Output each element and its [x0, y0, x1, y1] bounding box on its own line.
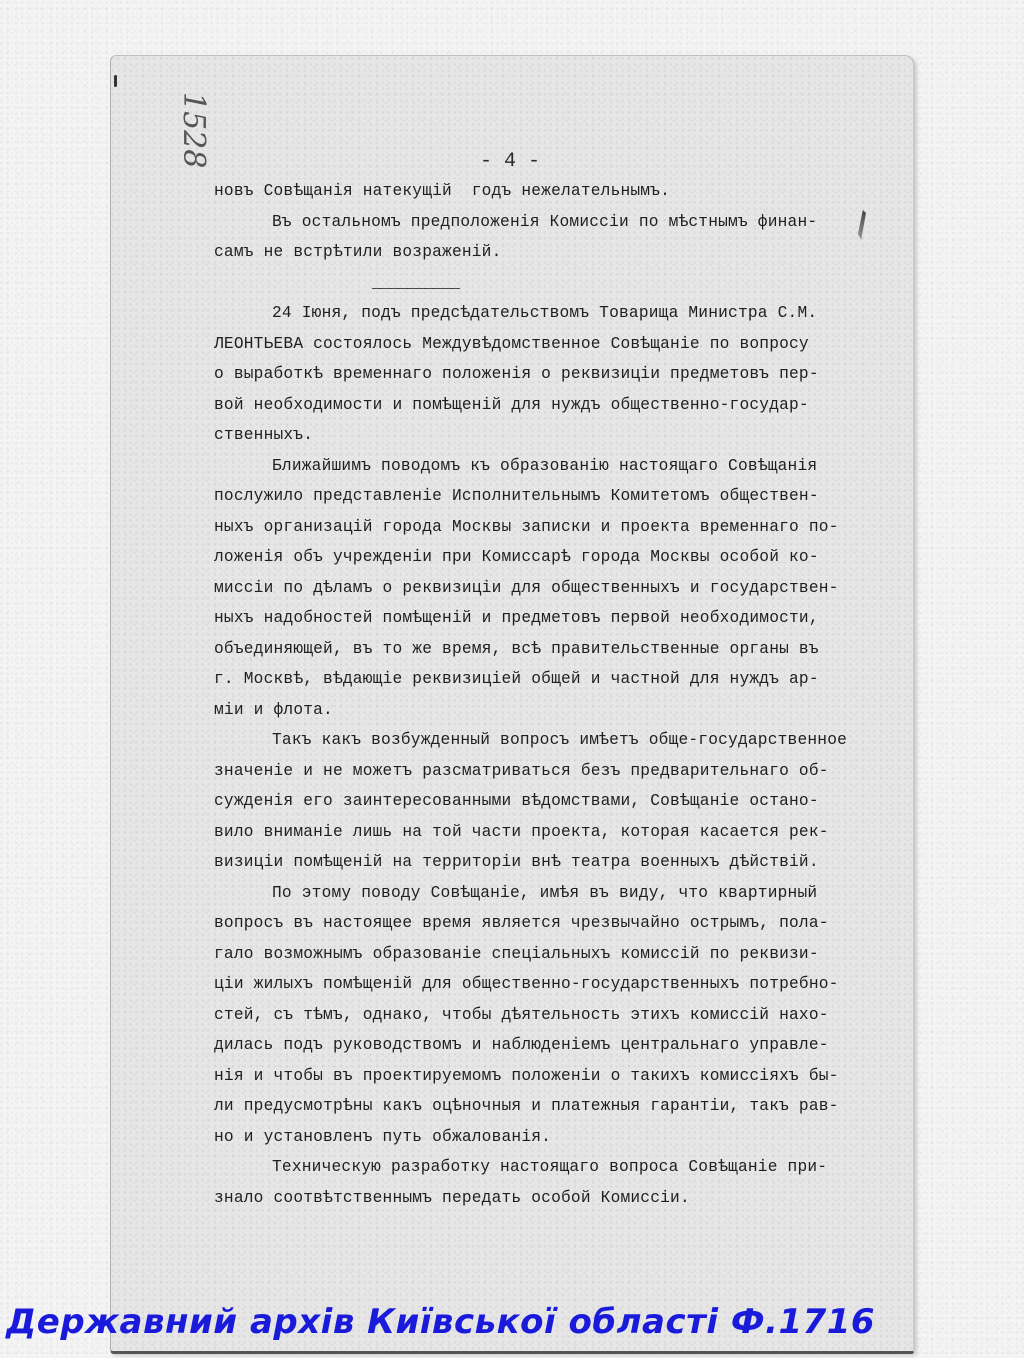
handwritten-folio-number: 1528	[176, 92, 211, 169]
text-line: По этому поводу Совѣщаніе, имѣя въ виду, что квартирный	[272, 883, 818, 902]
margin-pin-mark-icon	[114, 75, 117, 87]
text-line: Техническую разработку настоящаго вопроса Совѣщаніе при-	[272, 1158, 828, 1176]
text-line: вой необходимости и помѣщеній для нуждъ общественно-государ-	[214, 395, 809, 414]
text-line: ложенія объ учрежденіи при Комиссарѣ города Москвы особой ко-	[214, 548, 819, 566]
text-line: дилась подъ руководствомъ и наблюденіемъ центральнаго управле-	[214, 1036, 829, 1054]
typewritten-body	[214, 176, 874, 1213]
page-number: - 4 -	[479, 150, 540, 173]
text-line: вило вниманіе лишь на той части проекта, которая касается рек-	[214, 822, 829, 841]
text-line: о выработкѣ временнаго положенія о реквизиціи предметовъ пер-	[214, 365, 819, 383]
text-line: нія и чтобы въ проектируемомъ положеніи о такихъ комиссіяхъ бы-	[214, 1066, 839, 1085]
text-line: 24 Іюня, подъ предсѣдательствомъ Товарища Министра С.М.	[272, 304, 818, 322]
text-line: г. Москвѣ, вѣдающіе реквизиціей общей и частной для нуждъ ар-	[214, 670, 819, 688]
text-line: самъ не встрѣтили возраженій.	[214, 243, 502, 261]
text-line: новъ Совѣщанія натекущій годъ нежелательнымъ.	[214, 182, 671, 200]
text-line: ныхъ организацій города Москвы записки и проекта временнаго по-	[214, 517, 839, 536]
text-line: но и установленъ путь обжалованія.	[214, 1127, 552, 1146]
text-line: значеніе и не можетъ разсматриваться безъ предварительнаго об-	[214, 761, 829, 780]
text-line: ли предусмотрѣны какъ оцѣночныя и платежныя гарантіи, такъ рав-	[214, 1097, 839, 1115]
archive-caption: Державний архів Київської області Ф.1716	[6, 1302, 876, 1342]
text-line: Такъ какъ возбужденный вопросъ имѣетъ обще-государственное	[272, 731, 848, 749]
text-line: послужило представленіе Исполнительнымъ Комитетомъ обществен-	[214, 487, 819, 505]
text-line: ственныхъ.	[214, 426, 314, 444]
section-separator: __________	[372, 273, 460, 292]
text-line: знало соотвѣтственнымъ передать особой Комиссіи.	[214, 1188, 690, 1207]
text-line: вопросъ въ настоящее время является чрезвычайно острымъ, пола-	[214, 914, 829, 932]
text-line: Ближайшимъ поводомъ къ образованію настоящаго Совѣщанія	[272, 456, 818, 475]
text-line: сужденія его заинтересованными вѣдомствами, Совѣщаніе остано-	[214, 792, 819, 810]
text-line: ціи жилыхъ помѣщеній для общественно-государственныхъ потребно-	[214, 975, 839, 993]
text-line: ЛЕОНТЬЕВА состоялось Междувѣдомственное Совѣщаніе по вопросу	[214, 334, 809, 353]
text-line: ныхъ надобностей помѣщеній и предметовъ первой необходимости,	[214, 609, 819, 627]
text-line: стей, съ тѣмъ, однако, чтобы дѣятельность этихъ комиссій нахо-	[214, 1005, 829, 1024]
text-line: миссіи по дѣламъ о реквизиціи для общественныхъ и государствен-	[214, 578, 839, 597]
text-line: міи и флота.	[214, 700, 333, 719]
text-line: визиціи помѣщеній на территоріи внѣ театра военныхъ дѣйствій.	[214, 853, 819, 871]
text-line: гало возможнымъ образованіе спеціальныхъ комиссій по реквизи-	[214, 944, 819, 963]
text-line: объединяющей, въ то же время, всѣ правительственные органы въ	[214, 639, 819, 658]
text-line: Въ остальномъ предположенія Комиссіи по мѣстнымъ финан-	[272, 212, 818, 231]
